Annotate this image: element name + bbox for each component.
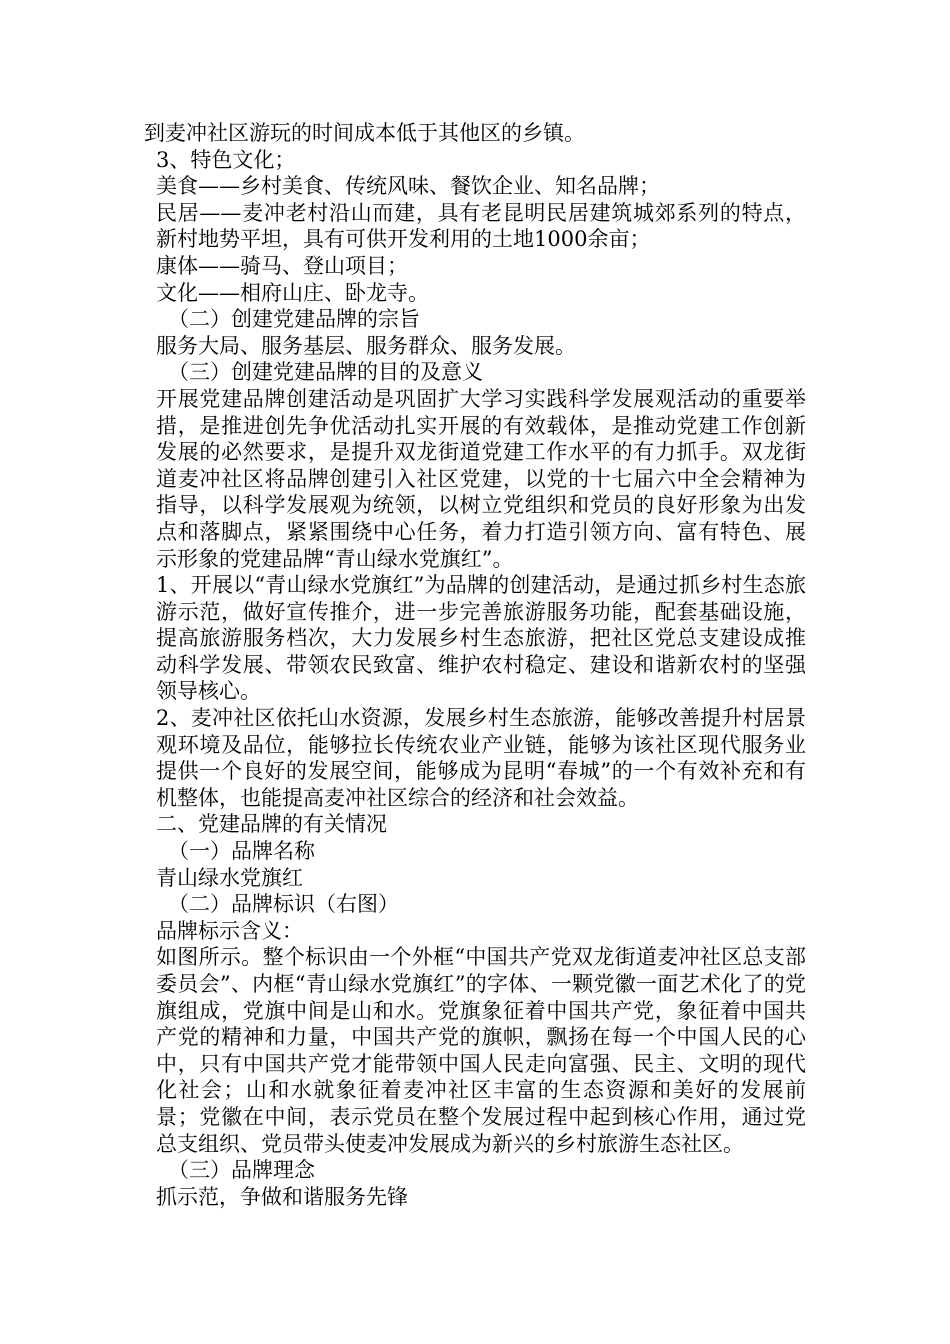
paragraph-culture-heading: 3、特色文化； [156,147,296,172]
paragraph-purpose: 服务大局、服务基层、服务群众、服务发展。 [156,333,576,358]
document-page [144,120,806,1210]
paragraph-housing: 民居——麦冲老村沿山而建，具有老昆明民居建筑城郊系列的特点，新村地势平坦，具有可供开发利用的土地1000余亩； [156,200,806,252]
paragraph-culture: 文化——相府山庄、卧龙寺。 [156,280,429,305]
section-heading-brand-logo: （二）品牌标识（右图） [168,892,399,917]
section-heading-brand-info: 二、党建品牌的有关情况 [156,812,387,837]
paragraph-food: 美食——乡村美食、传统风味、餐饮企业、知名品牌； [156,174,660,199]
paragraph-fitness: 康体——骑马、登山项目； [156,253,408,278]
section-heading-significance: （三）创建党建品牌的目的及意义 [168,360,483,385]
paragraph-logo-meaning-label: 品牌标示含义： [156,918,303,943]
paragraph-logo-meaning: 如图所示。整个标识由一个外框“中国共产党双龙街道麦冲社区总支部委员会”、内框“青山绿水党旗红”的字体、一颗党徽一面艺术化了的党旗组成，党旗中间是山和水。党旗象征着中国共产党，象征着中国共产党的精神和力量，中国共产党的旗帜，飘扬在每一个中国人民的心中，只有中国共产党才能带领中国人民走向富强、民主、文明的现代化社会；山和水就象征着麦冲社区丰富的生态资源和美好的发展前景；党徽在中间，表示党员在整个发展过程中起到核心作用，通过党总支组织、党员带头使麦冲发展成为新兴的乡村旅游生态社区。 [156,945,806,1156]
section-heading-brand-name: （一）品牌名称 [168,839,315,864]
paragraph-intro-continuation: 到麦冲社区游玩的时间成本低于其他区的乡镇。 [144,121,585,145]
section-heading-brand-concept: （三）品牌理念 [168,1158,315,1183]
paragraph-brand-name: 青山绿水党旗红 [156,865,303,890]
paragraph-point-2: 2、麦冲社区依托山水资源，发展乡村生态旅游，能够改善提升村居景观环境及品位，能够拉长传统农业产业链，能够为该社区现代服务业提供一个良好的发展空间，能够成为昆明“春城”的一个有效补充和有机整体，也能提高麦冲社区综合的经济和社会效益。 [156,706,806,810]
section-heading-purpose: （二）创建党建品牌的宗旨 [168,307,420,332]
paragraph-brand-concept: 抓示范，争做和谐服务先锋 [156,1184,408,1209]
paragraph-significance: 开展党建品牌创建活动是巩固扩大学习实践科学发展观活动的重要举措，是推进创先争优活动扎实开展的有效载体，是推动党建工作创新发展的必然要求，是提升双龙街道党建工作水平的有力抓手。双龙街道麦冲社区将品牌创建引入社区党建，以党的十七届六中全会精神为指导，以科学发展观为统领，以树立党组织和党员的良好形象为出发点和落脚点，紧紧围绕中心任务，着力打造引领方向、富有特色、展示形象的党建品牌“青山绿水党旗红”。 [156,386,806,571]
paragraph-point-1: 1、开展以“青山绿水党旗红”为品牌的创建活动，是通过抓乡村生态旅游示范，做好宣传推介，进一步完善旅游服务功能，配套基础设施，提高旅游服务档次，大力发展乡村生态旅游，把社区党总支建设成推动科学发展、带领农民致富、维护农村稳定、建设和谐新农村的坚强领导核心。 [156,573,806,704]
